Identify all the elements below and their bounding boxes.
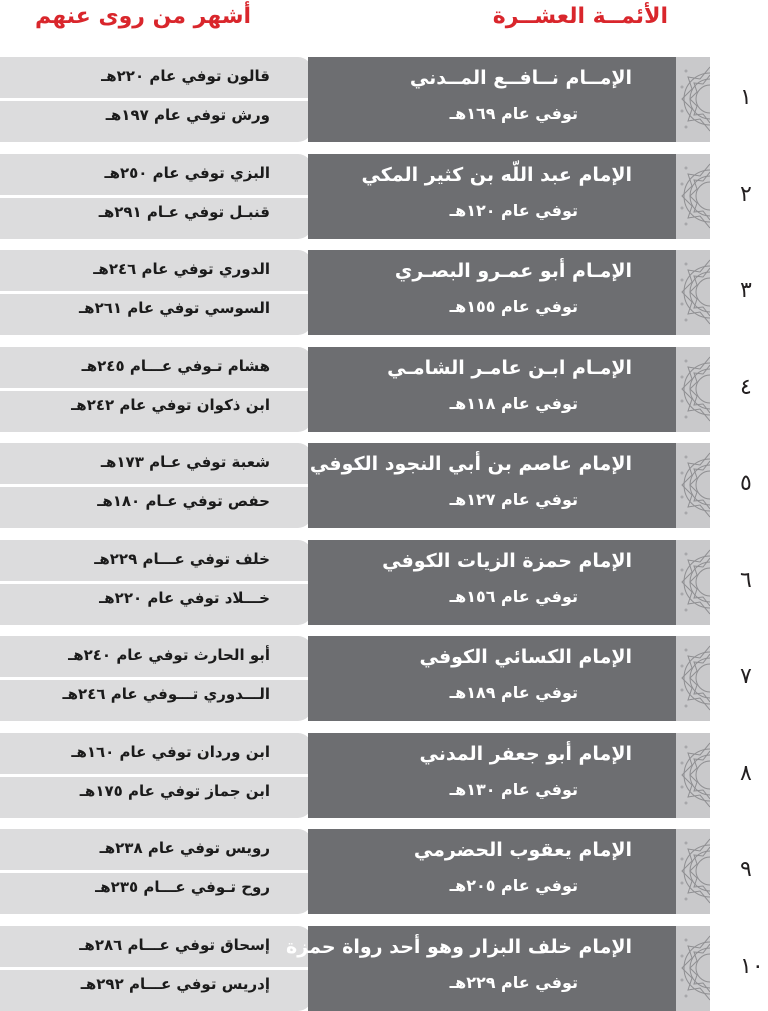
- narrator-second: إدريس توفي عـــام ٢٩٢هـ: [80, 975, 270, 993]
- imam-cell: [286, 926, 676, 1011]
- imam-cell: [308, 154, 676, 239]
- row-number: ٢: [740, 182, 752, 207]
- imam-name: الإمام حمزة الزيات الكوفي: [382, 550, 632, 572]
- islamic-rosette-icon: [676, 540, 710, 625]
- narrators-divider: [0, 677, 312, 680]
- imam-name: الإمام عبد اللّه بن كثير المكي: [361, 164, 632, 186]
- table-row: [0, 443, 768, 528]
- narrators-cell: [0, 926, 312, 1011]
- narrator-first: رويس توفي عام ٢٣٨هـ: [99, 839, 270, 857]
- narrator-second: روح تـوفي عـــام ٢٣٥هـ: [95, 878, 270, 896]
- narrators-divider: [0, 581, 312, 584]
- row-number: ٤: [740, 375, 752, 400]
- imam-name: الإمام الكسائي الكوفي: [419, 646, 632, 668]
- narrators-divider: [0, 967, 312, 970]
- narrator-first: البزي توفي عام ٢٥٠هـ: [104, 164, 270, 182]
- row-number: ٧: [740, 664, 752, 689]
- row-number: ١: [740, 85, 752, 110]
- narrator-second: ابن ذكوان توفي عام ٢٤٢هـ: [71, 396, 270, 414]
- row-number: ٨: [740, 761, 752, 786]
- imam-cell: [308, 57, 676, 142]
- narrators-cell: [0, 250, 312, 335]
- narrators-divider: [0, 870, 312, 873]
- narrators-cell: [0, 57, 312, 142]
- narrators-cell: [0, 733, 312, 818]
- narrator-first: قالون توفي عام ٢٢٠هـ: [101, 67, 270, 85]
- row-number: ٣: [740, 278, 752, 303]
- islamic-rosette-icon: [676, 829, 710, 914]
- narrator-second: الـــدوري تـــوفي عام ٢٤٦هـ: [62, 685, 270, 703]
- narrator-first: أبو الحارث توفي عام ٢٤٠هـ: [68, 646, 270, 664]
- row-number: ٥: [740, 471, 752, 496]
- narrator-second: قنبـل توفي عـام ٢٩١هـ: [98, 203, 270, 221]
- narrators-divider: [0, 388, 312, 391]
- imam-death-year: توفي عام ١٨٩هـ: [449, 683, 578, 702]
- row-number: ٩: [740, 857, 752, 882]
- row-number: ٦: [740, 568, 752, 593]
- imam-cell: [308, 829, 676, 914]
- narrator-second: خـــلاد توفي عام ٢٢٠هـ: [99, 589, 270, 607]
- table-row: [0, 540, 768, 625]
- table-row: [0, 733, 768, 818]
- narrators-divider: [0, 195, 312, 198]
- narrators-cell: [0, 347, 312, 432]
- imam-name: الإمام عاصم بن أبي النجود الكوفي: [309, 453, 632, 475]
- imam-cell: [308, 443, 676, 528]
- narrator-second: ابن جماز توفي عام ١٧٥هـ: [79, 782, 270, 800]
- imams-column-title: الأئمــة العشــرة: [492, 4, 668, 29]
- islamic-rosette-icon: [676, 733, 710, 818]
- imam-death-year: توفي عام ١٢٠هـ: [449, 201, 578, 220]
- islamic-rosette-icon: [676, 636, 710, 721]
- imam-death-year: توفي عام ٢٢٩هـ: [449, 973, 578, 992]
- imam-death-year: توفي عام ١٢٧هـ: [449, 490, 578, 509]
- narrators-column-title: أشهر من روى عنهم: [35, 4, 252, 29]
- imam-death-year: توفي عام ١١٨هـ: [449, 394, 578, 413]
- islamic-rosette-icon: [676, 926, 710, 1011]
- narrator-second: السوسي توفي عام ٢٦١هـ: [79, 299, 270, 317]
- imam-name: الإمـام أبو عمـرو البصـري: [394, 260, 632, 282]
- table-row: [0, 347, 768, 432]
- narrator-second: ورش توفي عام ١٩٧هـ: [105, 106, 270, 124]
- narrator-first: إسحاق توفي عـــام ٢٨٦هـ: [79, 936, 270, 954]
- imam-name: الإمام أبو جعفر المدني: [419, 743, 632, 765]
- table-row: [0, 829, 768, 914]
- narrator-first: ابن وردان توفي عام ١٦٠هـ: [71, 743, 270, 761]
- narrator-first: خلف توفي عـــام ٢٢٩هـ: [94, 550, 270, 568]
- row-number: ١٠: [740, 954, 764, 979]
- table-row: [0, 926, 768, 1011]
- narrator-first: هشام تـوفي عـــام ٢٤٥هـ: [81, 357, 270, 375]
- narrator-second: حفص توفي عـام ١٨٠هـ: [97, 492, 270, 510]
- narrators-cell: [0, 636, 312, 721]
- narrators-cell: [0, 829, 312, 914]
- narrators-cell: [0, 540, 312, 625]
- narrators-divider: [0, 98, 312, 101]
- narrators-divider: [0, 484, 312, 487]
- imam-death-year: توفي عام ١٣٠هـ: [449, 780, 578, 799]
- imam-cell: [308, 733, 676, 818]
- table-row: [0, 636, 768, 721]
- imam-name: الإمام يعقوب الحضرمي: [413, 839, 632, 861]
- table-row: [0, 57, 768, 142]
- narrators-divider: [0, 774, 312, 777]
- imam-name: الإمــام نــافــع المــدني: [409, 67, 632, 89]
- imam-death-year: توفي عام ٢٠٥هـ: [449, 876, 578, 895]
- islamic-rosette-icon: [676, 57, 710, 142]
- islamic-rosette-icon: [676, 443, 710, 528]
- islamic-rosette-icon: [676, 154, 710, 239]
- imam-name: الإمام خلف البزار وهو أحد رواة حمزة: [286, 936, 632, 958]
- islamic-rosette-icon: [676, 347, 710, 432]
- narrators-divider: [0, 291, 312, 294]
- imam-cell: [308, 636, 676, 721]
- imam-death-year: توفي عام ١٦٩هـ: [449, 104, 578, 123]
- narrator-first: الدوري توفي عام ٢٤٦هـ: [93, 260, 270, 278]
- table-row: [0, 154, 768, 239]
- narrator-first: شعبة توفي عـام ١٧٣هـ: [100, 453, 270, 471]
- narrators-cell: [0, 443, 312, 528]
- imam-cell: [308, 540, 676, 625]
- islamic-rosette-icon: [676, 250, 710, 335]
- imam-death-year: توفي عام ١٥٥هـ: [449, 297, 578, 316]
- imam-name: الإمـام ابـن عامـر الشامـي: [387, 357, 632, 379]
- imam-death-year: توفي عام ١٥٦هـ: [449, 587, 578, 606]
- imam-cell: [308, 250, 676, 335]
- table-header: [0, 0, 768, 50]
- narrators-cell: [0, 154, 312, 239]
- imam-cell: [308, 347, 676, 432]
- table-row: [0, 250, 768, 335]
